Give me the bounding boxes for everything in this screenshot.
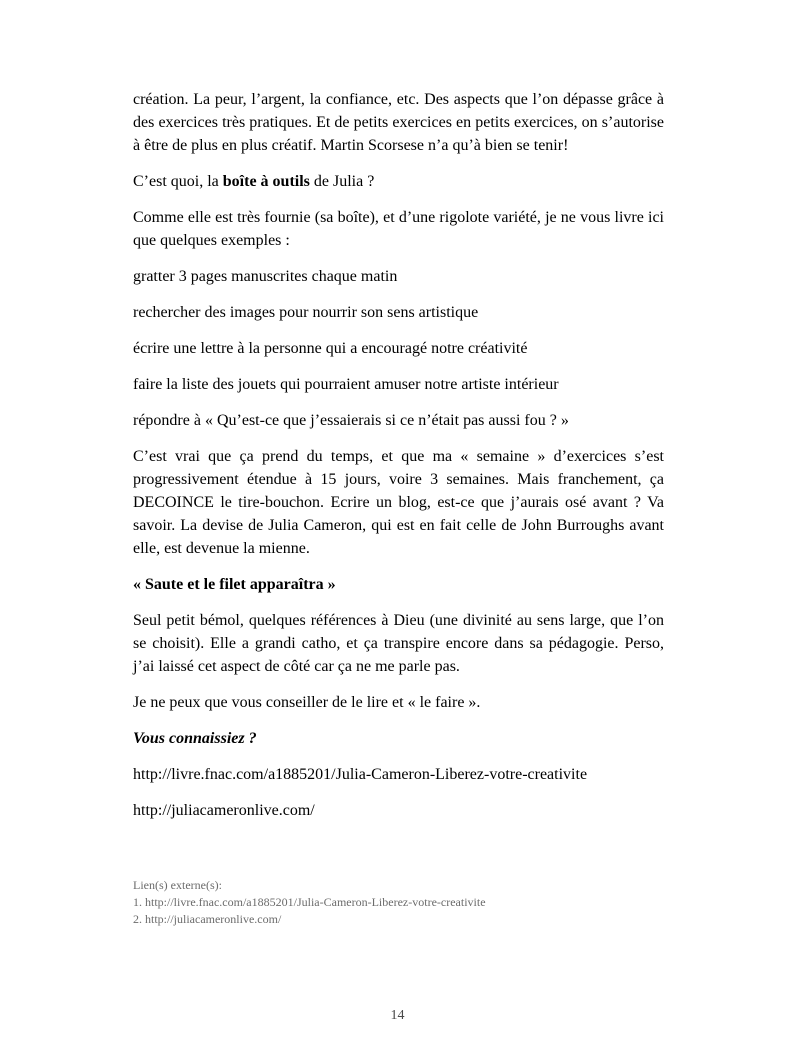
list-item-liste-jouets: faire la liste des jouets qui pourraient amuser notre artiste intérieur <box>133 376 559 393</box>
footnote-link-2: 2. http://juliacameronlive.com/ <box>133 912 282 926</box>
text-run-bold-boite-a-outils: boîte à outils <box>222 173 310 190</box>
paragraph-cest-vrai: C’est vrai que ça prend du temps, et que ma « semaine » d’exercices s’est progressivement étendue à 15 jours, voire 3 semaines. Mais franchement, ça DECOINCE le tire-bouchon. Ecrire un blog, est-ce que j’aurais osé avant ? Va savoir. La devise de Julia Cameron, qui est en fait celle de John Burroughs avant elle, est devenue la mienne. <box>133 448 664 557</box>
footnote-label: Lien(s) externe(s): <box>133 878 222 892</box>
page-number: 14 <box>390 1008 405 1023</box>
list-item-pages-manuscrites: gratter 3 pages manuscrites chaque matin <box>133 268 398 285</box>
url-text-fnac: http://livre.fnac.com/a1885201/Julia-Cameron-Liberez-votre-creativite <box>133 766 588 783</box>
text-run: C’est quoi, la <box>133 173 223 190</box>
paragraph-seul-petit-bemol: Seul petit bémol, quelques références à Dieu (une divinité au sens large, que l’on se choisit). Elle a grandi catho, et ça transpire encore dans sa pédagogie. Perso, j’ai laissé cet aspect de côté car ça ne me parle pas. <box>133 612 664 675</box>
section-heading-vous-connaissiez: Vous connaissiez ? <box>133 730 257 747</box>
url-text-juliacameronlive: http://juliacameronlive.com/ <box>133 802 315 819</box>
list-item-ecrire-lettre: écrire une lettre à la personne qui a encouragé notre créativité <box>133 340 528 357</box>
paragraph-creation: création. La peur, l’argent, la confiance, etc. Des aspects que l’on dépasse grâce à des exercices très pratiques. Et de petits exercices en petits exercices, on s’autorise à être de plus en plus créatif. Martin Scorsese n’a qu’à bien se tenir! <box>133 91 664 154</box>
footnote-link-1: 1. http://livre.fnac.com/a1885201/Julia-Cameron-Liberez-votre-creativite <box>133 895 486 909</box>
list-item-rechercher-images: rechercher des images pour nourrir son sens artistique <box>133 304 479 321</box>
paragraph-comme-elle: Comme elle est très fournie (sa boîte), et d’une rigolote variété, je ne vous livre ici que quelques exemples : <box>133 209 664 249</box>
page-content <box>133 88 664 835</box>
paragraph-cest-quoi <box>133 170 664 193</box>
list-item-repondre: répondre à « Qu’est-ce que j’essaierais si ce n’était pas aussi fou ? » <box>133 412 569 429</box>
section-heading-saute-filet: « Saute et le filet apparaîtra » <box>133 576 336 593</box>
paragraph-conseiller: Je ne peux que vous conseiller de le lire et « le faire ». <box>133 694 481 711</box>
external-links-footnote <box>133 877 664 928</box>
text-run: de Julia ? <box>309 173 375 190</box>
